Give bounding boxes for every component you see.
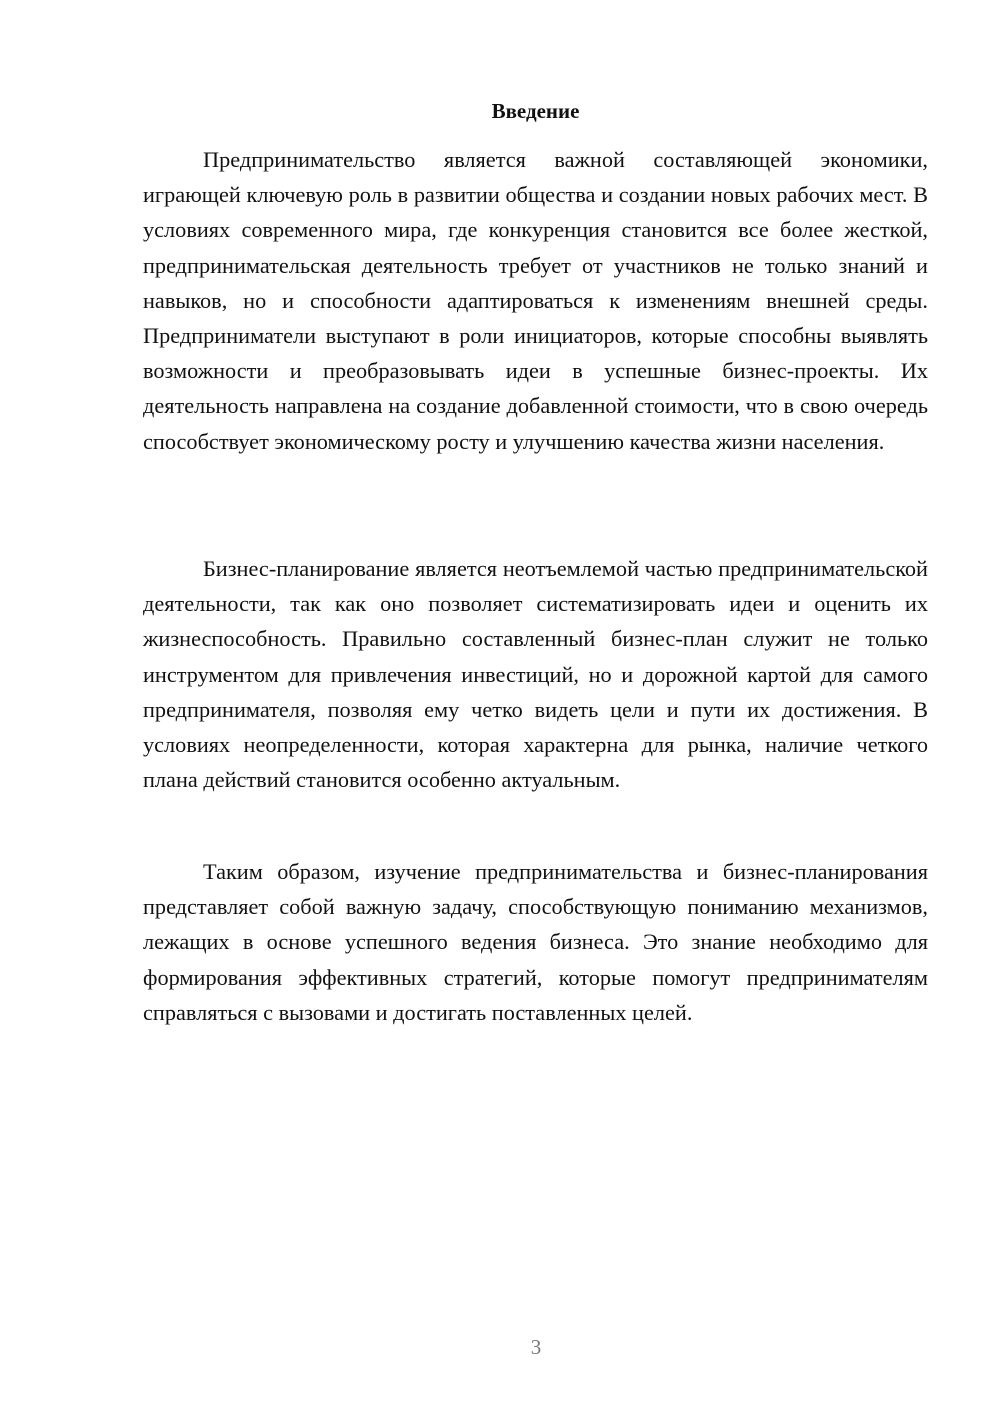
- paragraph-conclusion: Таким образом, изучение предпринимательства и бизнес-планирования представляет собой важную задачу, способствующую пониманию механизмов, лежащих в основе успешного ведения бизнеса. Это знание необходимо для формирования эффективных стратегий, которые помогут предпринимателям справляться с вызовами и достигать поставленных целей.: [143, 859, 928, 1025]
- page-number: 3: [530, 1335, 542, 1359]
- paragraph-business-planning: Бизнес-планирование является неотъемлемой частью предпринимательской деятельности, так как оно позволяет систематизировать идеи и оценить их жизнеспособность. Правильно составленный бизнес-план служит не только инструментом для привлечения инвестиций, но и дорожной картой для самого предпринимателя, позволяя ему четко видеть цели и пути их достижения. В условиях неопределенности, которая характерна для рынка, наличие четкого плана действий становится особенно актуальным.: [143, 556, 928, 793]
- paragraph-intro: Предпринимательство является важной составляющей экономики, играющей ключевую роль в развитии общества и создании новых рабочих мест. В условиях современного мира, где конкуренция становится все более жесткой, предпринимательская деятельность требует от участников не только знаний и навыков, но и способности адаптироваться к изменениям внешней среды. Предприниматели выступают в роли инициаторов, которые способны выявлять возможности и преобразовывать идеи в успешные бизнес-проекты. Их деятельность направлена на создание добавленной стоимости, что в свою очередь способствует экономическому росту и улучшению качества жизни населения.: [143, 147, 928, 454]
- page-title: Введение: [491, 99, 580, 123]
